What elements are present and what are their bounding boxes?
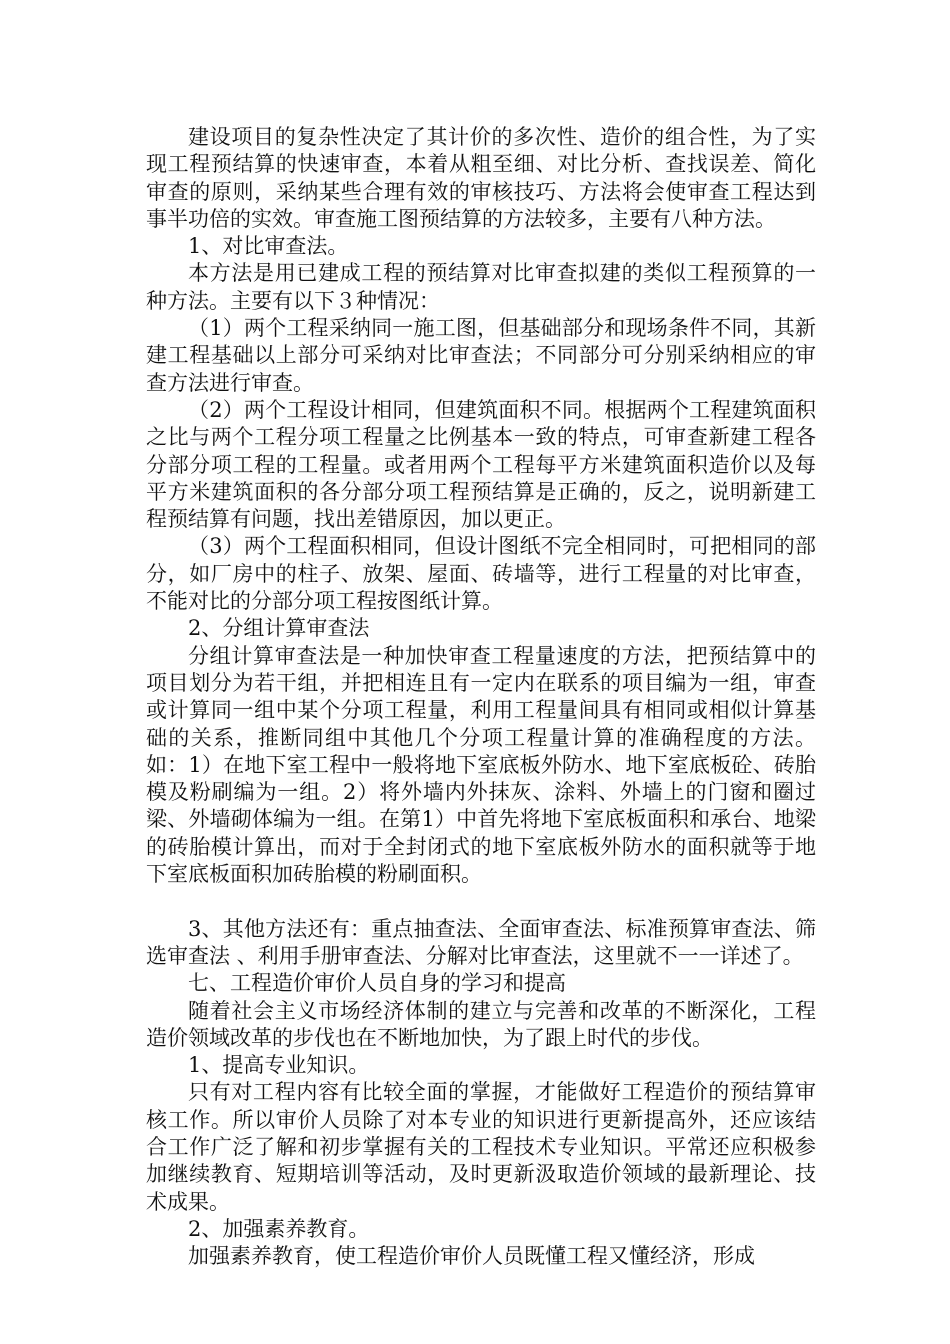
other-methods-paragraph: 3、其他方法还有：重点抽查法、全面审查法、标准预算审查法、筛选审查法 、利用手册审查法、分解对比审查法，这里就不一一详述了。 [146, 916, 816, 968]
chapter-heading-7: 七、工程造价审价人员自身的学习和提高 [188, 971, 566, 996]
quality-paragraph: 加强素养教育，使工程造价审价人员既懂工程又懂经济，形成 [188, 1244, 755, 1269]
blank-line [146, 888, 816, 915]
reform-paragraph: 随着社会主义市场经济体制的建立与完善和改革的不断深化，工程造价领域改革的步伐也在不断地加快，为了跟上时代的步伐。 [146, 998, 816, 1050]
section-heading-knowledge: 1、提高专业知识。 [188, 1053, 370, 1078]
section-heading-quality: 2、加强素养教育。 [188, 1216, 370, 1241]
knowledge-paragraph: 只有对工程内容有比较全面的掌握，才能做好工程造价的预结算审核工作。所以审价人员除了对本专业的知识进行更新提高外，还应该结合工作广泛了解和初步掌握有关的工程技术专业知识。平常还应积极参加继续教育、短期培训等活动，及时更新汲取造价领域的最新理论、技术成果。 [146, 1080, 816, 1214]
group-method-paragraph: 分组计算审查法是一种加快审查工程量速度的方法，把预结算中的项目划分为若干组，并把相连且有一定内在联系的项目编为一组，审查或计算同一组中某个分项工程量，利用工程量间具有相同或相似计算基础的关系，推断同组中其他几个分项工程量计算的准确程度的方法。如：1）在地下室工程中一般将地下室底板外防水、地下室底板砼、砖胎模及粉刷编为一组。2）将外墙内外抹灰、涂料、外墙上的门窗和圈过梁、外墙砌体编为一组。在第1）中首先将地下室底板面积和承台、地梁的砖胎模计算出，而对于全封闭式的地下室底板外防水的面积就等于地下室底板面积加砖胎模的粉刷面积。 [146, 643, 816, 887]
intro-paragraph: 建设项目的复杂性决定了其计价的多次性、造价的组合性，为了实现工程预结算的快速审查，本着从粗至细、对比分析、查找误差、简化审查的原则，采纳某些合理有效的审核技巧、方法将会使审查工程达到事半功倍的实效。审查施工图预结算的方法较多，主要有八种方法。 [146, 125, 816, 231]
case-3-paragraph: （3）两个工程面积相同，但设计图纸不完全相同时，可把相同的部分，如厂房中的柱子、放架、屋面、砖墙等，进行工程量的对比审查，不能对比的分部分项工程按图纸计算。 [146, 534, 816, 614]
case-1-paragraph: （1）两个工程采纳同一施工图，但基础部分和现场条件不同，其新建工程基础以上部分可采纳对比审查法；不同部分可分别采纳相应的审查方法进行审查。 [146, 316, 816, 395]
section-heading-compare: 1、对比审查法。 [188, 234, 349, 259]
document-page [146, 124, 816, 1270]
case-2-paragraph: （2）两个工程设计相同，但建筑面积不同。根据两个工程建筑面积之比与两个工程分项工程量之比例基本一致的特点，可审查新建工程各分部分项工程的工程量。或者用两个工程每平方米建筑面积造价以及每平方米建筑面积的各分部分项工程预结算是正确的，反之，说明新建工程预结算有问题，找出差错原因，加以更正。 [146, 397, 816, 532]
compare-method-paragraph: 本方法是用已建成工程的预结算对比审查拟建的类似工程预算的一种方法。主要有以下３种情况： [146, 261, 816, 313]
section-heading-group: 2、分组计算审查法 [188, 616, 370, 641]
